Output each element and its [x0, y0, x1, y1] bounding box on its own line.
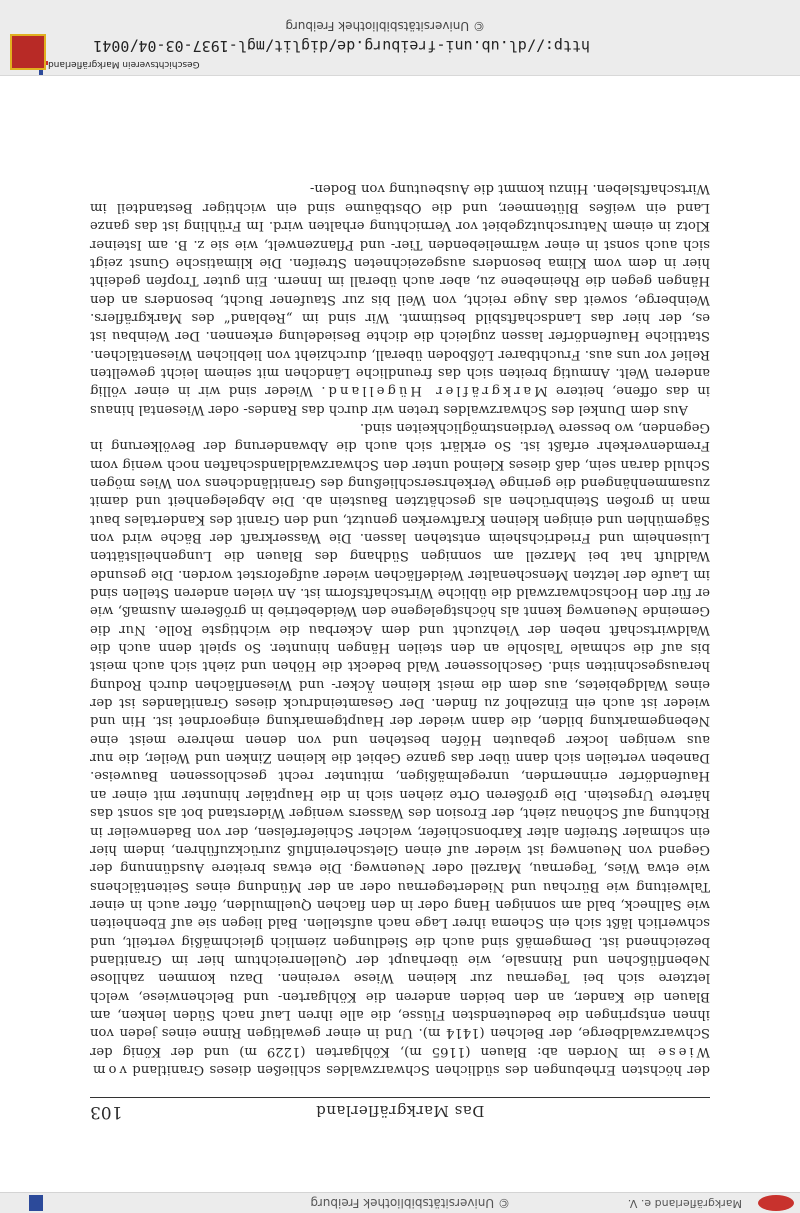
- page-body-text: [90, 179, 710, 1078]
- page-number: 103: [90, 1102, 123, 1122]
- running-head: Das Markgräflerland: [315, 1102, 485, 1120]
- partner-label: Geschichtsverein Markgräflerland: [48, 59, 200, 69]
- top-partner-text: Markgräflerland e. V.: [627, 1197, 742, 1210]
- partner-logo-icon: [758, 1195, 794, 1211]
- library-logo-icon: [29, 1195, 43, 1211]
- viewer-top-strip: [0, 1192, 800, 1213]
- spaced-emphasis: vom Wiese: [90, 1043, 710, 1077]
- paragraph: der höchsten Erhebungen des südlichen Schwarzwaldes schließen dieses Granitland vom Wiese im Norden ab: Blauen (1165 m), Köhlgarten (1229 m) und der König der Schwarzwaldberge, der Belchen (1414 m). Und in einer gewaltigen Rinne eines jeden von ihnen entspringen die bedeutendsten Flüsse, die alle ihren Lauf nach Süden lenken, am Blauen die Kander, an den beiden anderen die Köhlgarten- und Belchenwiese, welch letztere sich bei Tegernau zur kleinen Wiese vereinen. Dazu kommen zahllose Nebenflüßchen und Rinnsale, wie überhaupt der Quellenreichtum hier im Granitland bezeichnend ist. Demgemäß sind auch die Siedlungen ziemlich gleichmäßig verteilt, und schwerlich läßt sich ein Schema ihrer Lage nach aufstellen. Bald liegen sie auf Ebenheiten wie Sallneck, bald am sonnigen Hang oder in den flachen Quellmulden, öfter auch in einer Talweitung wie Bürchau und Niedertegernau oder an der Mündung eines Seitentälchens wie etwa Wies, Tegernau, Marzell oder Neuenweg. Die etwas breitere Ausdünnung der Gegend von Neuenweg ist wieder auf einen Gletschereinfluß zurückzuführen, indem hier ein schmaler Streifen alter Karbonschiefer, welcher Schieferfelsen, der von Badenweiler in Richtung auf Schönau zieht, der Erosion des Wassers weniger Widerstand bot als sonst das härtere Urgestein. Die größeren Orte ziehen sich in die Hauptäler hinunter mit einer an Haufendörfer erinnernden, unregelmäßigen, mitunter recht geschlossenen Bauweise. Daneben verteilen sich dann über das ganze Gebiet die kleinen Zinken und Weiler, die nur aus wenigen locker gebauten Höfen bestehen und von denen mehrere meist eine Nebengemarkung bilden, die dann wieder der Hauptgemarkung eingeordnet ist. Hin und wieder ist auch ein Einzelhof zu finden. Der Gesamteindruck dieses Granitlandes ist der eines Waldgebietes, aus dem die meist kleinen Äcker- und Wiesenflächen durch Rodung herausgeschnitten sind. Geschlossener Wald bedeckt die Höhen und zieht sich auch meist bis auf die schmale Talsohle an den steilen Hängen hinunter. So spielt denn auch die Waldwirtschaft neben der Viehzucht und dem Ackerbau die wichtigste Rolle. Nur die Gemeinde Neuenweg kennt als höchstgelegene den Weidebetrieb in größerem Ausmaß, wie er für den Hochschwarzwald die übliche Wirtschaftsform ist. An vielen anderen Stellen sind im Laufe der letzten Menschenalter Weideflächen wieder aufgeforstet worden. Die gesunde Waldluft hat bei Marzell am sonnigen Südhang des Blauen die Lungenheilstätten Luisenheim und Friedrichsheim entstehen lassen. Die Wasserkraft der Bäche wird von Sägemühlen und einigen kleinen Kraftwerken genutzt, und den Granit des Kandertales baut man in großen Steinbrüchen als geschätzten Baustein ab. Die Abgelegenheit und damit zusammenhängend die geringe Verkehrserschließung des Granitländchens von Wies mögen Schuld daran sein, daß dieses Kleinod unter den Schwarzwaldlandschaften noch wenig vom Fremdenverkehr erfaßt ist. So erklärt sich auch die Abwanderung der Bevölkerung in Gegenden, wo bessere Verdienstmöglichkeiten sind.: [90, 419, 710, 1077]
- paragraph: Aus dem Dunkel des Schwarzwaldes treten wir durch das Randes- oder Wiesental hinaus in das offene, heitere Markgräfler Hügelland. Wieder sind wir in einer völlig anderen Welt. Anmutig breiten sich das freundliche Ländchen mit seinem leicht gewellten Relief vor uns aus. Fruchtbarer Lößboden überall, durchzieht von lieblichen Wiesentälchen. Stattliche Haufendörfer lassen zugleich die dichte Besiedelung erkennen. Der Weinbau ist es, der hier das Landschaftsbild bestimmt. Wir sind im „Rebland“ des Markgräflers. Weinberge, soweit das Auge reicht, von Weil bis zur Staufener Bucht, besonders an den Hängen gegen die Rheinebene zu, aber auch überall im Innern. Ein guter Tropfen gedeiht hier in dem vom Klima besonders ausgezeichneten Streifen. Die klimatische Gunst zeigt sich auch sonst in einer wärmeliebenden Tier- und Pflanzenwelt, wie sie z. B. am Isteiner Klotz in einem Naturschutzgebiet vor Vernichtung erhalten wird. Im Frühling ist das ganze Land ein weißes Blütenmeer, und die Obstbäume sind ein wichtiger Bestandteil im Wirtschaftsleben. Hinzu kommt die Ausbeutung von Boden-: [90, 181, 710, 417]
- page-header: [90, 1097, 710, 1128]
- copyright-text: © Universitätsbibliothek Freiburg: [285, 19, 485, 33]
- coat-of-arms-icon: [10, 34, 46, 70]
- spaced-emphasis: Markgräfler Hügelland: [325, 383, 548, 399]
- permalink-url[interactable]: http://dl.ub.uni-freiburg.de/diglit/mgl-1937-03-04/0041: [93, 37, 590, 55]
- viewer-footer: [0, 0, 800, 76]
- top-copyright-text: © Universitätsbibliothek Freiburg: [310, 1196, 510, 1210]
